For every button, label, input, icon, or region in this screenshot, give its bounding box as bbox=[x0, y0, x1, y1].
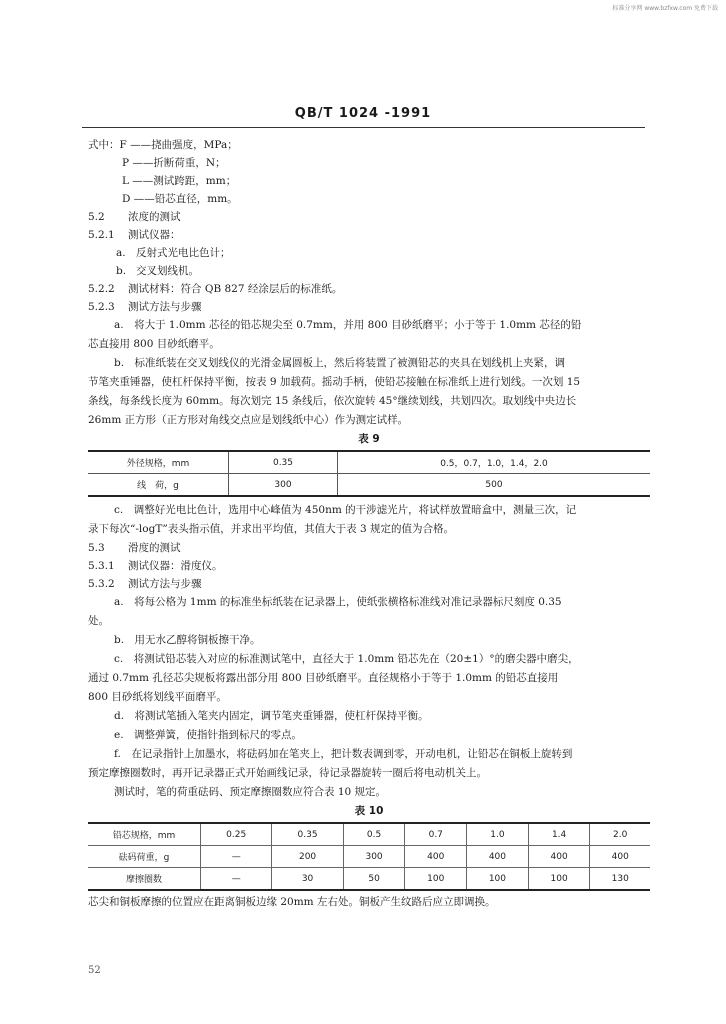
table-cell: 2.0 bbox=[590, 823, 650, 846]
item-label: a. bbox=[116, 247, 126, 259]
table-cell: 300 bbox=[343, 846, 405, 868]
table-cell: 外径规格，mm bbox=[88, 451, 229, 474]
definition-l: L ——测试跨距，mm； bbox=[122, 175, 237, 187]
section-number: 5.2.2 bbox=[88, 283, 115, 295]
paragraph-line: 录下每次“-logT”表头指示值，并求出平均值，其值大于表 3 规定的值为合格。 bbox=[88, 523, 455, 535]
definition-f: 式中：F ——挠曲强度，MPa； bbox=[88, 139, 238, 151]
table-row bbox=[88, 451, 650, 474]
section-title: 测试方法与步骤 bbox=[128, 578, 202, 590]
item-text: 交叉划线机。 bbox=[136, 265, 199, 277]
table-cell: 400 bbox=[467, 846, 529, 868]
paragraph-line: f. 在记录指针上加墨水，将砝码加在笔夹上，把计数表调到零，开动电机，让铅芯在铜板上旋转到 bbox=[114, 748, 573, 760]
table-cell: 0.5 bbox=[343, 823, 405, 846]
item-label: b. bbox=[116, 265, 127, 277]
page-number: 52 bbox=[88, 965, 101, 976]
section-number: 5.3 bbox=[88, 542, 105, 554]
section-5-2-2 bbox=[88, 280, 650, 298]
table-cell: 200 bbox=[272, 846, 343, 868]
paragraph-line: b. 用无水乙醇将铜板擦干净。 bbox=[114, 634, 261, 646]
paragraph-line: d. 将测试笔插入笔夹内固定，调节笔夹重锤器，使杠杆保持平衡。 bbox=[114, 710, 429, 722]
paragraph-line: e. 调整弹簧，使指针指到标尺的零点。 bbox=[114, 729, 303, 741]
watermark: 标准分享网 www.bzfxw.com 免费下载 bbox=[612, 5, 718, 12]
paragraph-line: 通过 0.7mm 孔径芯尖规板将露出部分用 800 目砂纸磨平。直径规格小于等于 1.0mm 的铅芯直接用 bbox=[88, 672, 559, 684]
table-row bbox=[88, 823, 650, 846]
closing-note: 芯尖和铜板摩擦的位置应在距离铜板边缘 20mm 左右处。铜板产生纹路后应立即调换。 bbox=[88, 896, 496, 908]
paragraph-line: c. 调整好光电比色计，选用中心峰值为 450nm 的干涉滤光片，将试样放置暗盒中，测量三次，记 bbox=[114, 504, 577, 516]
paragraph-line: a. 将大于 1.0mm 芯径的铅芯规尖至 0.7mm，并用 800 目砂纸磨平；小于等于 1.0mm 芯径的铅 bbox=[114, 319, 582, 331]
paragraph-line: 处。 bbox=[88, 615, 109, 627]
table-cell: 0.35 bbox=[272, 823, 343, 846]
section-number: 5.3.1 bbox=[88, 560, 115, 572]
table-cell: 0.5，0.7，1.0，1.4，2.0 bbox=[338, 451, 651, 474]
section-number: 5.2.3 bbox=[88, 301, 115, 313]
paragraph-line: 条线，每条线长度为 60mm。每次划完 15 条线后，依次旋转 45°继续划线，共划四次。取划线中央边长 bbox=[88, 395, 577, 407]
paragraph-line: b. 标准纸装在交叉划线仪的光滑金属圆板上，然后将装置了被测铅芯的夹具在划线机上夹紧，调 bbox=[114, 357, 566, 369]
paragraph-line: 26mm 正方形（正方形对角线交点应是划线纸中心）作为测定试样。 bbox=[88, 414, 409, 426]
table-cell: 30 bbox=[272, 868, 343, 891]
section-title: 滑度的测试 bbox=[128, 542, 181, 554]
definition-p: P ——折断荷重，N； bbox=[122, 157, 226, 169]
instrument-item-a bbox=[88, 244, 650, 262]
table-cell: 0.7 bbox=[405, 823, 467, 846]
paragraph-line: c. 将测试铅芯装入对应的标准测试笔中，直径大于 1.0mm 铅芯先在（20±1）°的磨尖器中磨尖， bbox=[114, 653, 579, 665]
section-number: 5.2.1 bbox=[88, 229, 115, 241]
paragraph-line: 节笔夹重锤器，使杠杆保持平衡，按表 9 加载荷。摇动手柄，使铅芯接触在标准纸上进行划线。一次划 15 bbox=[88, 376, 581, 388]
section-title: 测试仪器： bbox=[128, 229, 181, 241]
table-cell: 100 bbox=[405, 868, 467, 891]
paragraph-line: 测试时，笔的荷重砝码、预定摩擦圈数应符合表 10 规定。 bbox=[114, 786, 387, 798]
section-text: 测试材料：符合 QB 827 经涂层后的标准纸。 bbox=[128, 283, 343, 295]
table-cell: 摩擦圈数 bbox=[88, 868, 201, 891]
table-row bbox=[88, 846, 650, 868]
table-cell: 砝码荷重，g bbox=[88, 846, 201, 868]
table-10 bbox=[88, 822, 650, 891]
table-10-caption: 表 10 bbox=[354, 805, 384, 817]
paragraph-line: 预定摩擦圈数时，再开记录器正式开始画线记录，待记录器旋转一圈后将电动机关上。 bbox=[88, 767, 487, 779]
table-cell: 400 bbox=[405, 846, 467, 868]
table-cell: 1.4 bbox=[528, 823, 590, 846]
section-5-3-heading bbox=[88, 539, 650, 557]
section-number: 5.3.2 bbox=[88, 578, 115, 590]
table-cell: 400 bbox=[590, 846, 650, 868]
item-text: 反射式光电比色计； bbox=[136, 247, 231, 259]
table-cell: 400 bbox=[528, 846, 590, 868]
paragraph-line: 芯直接用 800 目砂纸磨平。 bbox=[88, 338, 220, 350]
paragraph-line: 800 目砂纸将划线平面磨平。 bbox=[88, 691, 227, 703]
definition-d: D ——铅芯直径，mm。 bbox=[122, 193, 238, 205]
table-cell: 线 荷，g bbox=[137, 481, 179, 491]
document-body bbox=[88, 136, 650, 912]
table-9 bbox=[88, 450, 650, 497]
section-text: 测试仪器：滑度仪。 bbox=[128, 560, 223, 572]
section-5-2-heading bbox=[88, 208, 650, 226]
section-number: 5.2 bbox=[88, 211, 105, 223]
table-cell: 500 bbox=[338, 474, 651, 497]
table-cell: 1.0 bbox=[467, 823, 529, 846]
table-9-caption: 表 9 bbox=[358, 433, 380, 445]
table-cell: 铅芯规格，mm bbox=[88, 823, 201, 846]
table-cell: 50 bbox=[343, 868, 405, 891]
paragraph-line: a. 将每公格为 1mm 的标准坐标纸装在记录器上，使纸张横格标准线对准记录器标尺刻度 0.35 bbox=[114, 596, 562, 608]
table-cell: 100 bbox=[528, 868, 590, 891]
section-5-3-1 bbox=[88, 557, 650, 575]
section-title: 测试方法与步骤 bbox=[128, 301, 202, 313]
table-cell: 300 bbox=[229, 474, 338, 497]
table-row bbox=[88, 868, 650, 891]
instrument-item-b bbox=[88, 262, 650, 280]
table-cell: — bbox=[201, 868, 272, 891]
table-cell: 0.35 bbox=[229, 451, 338, 474]
section-5-2-3 bbox=[88, 298, 650, 316]
table-cell: 0.25 bbox=[201, 823, 272, 846]
standard-code-header: QB/T 1024 -1991 bbox=[294, 106, 432, 121]
header-rule bbox=[82, 127, 645, 128]
table-cell: 100 bbox=[467, 868, 529, 891]
table-cell: — bbox=[201, 846, 272, 868]
section-5-2-1 bbox=[88, 226, 650, 244]
table-row bbox=[88, 474, 650, 497]
table-cell: 130 bbox=[590, 868, 650, 891]
section-5-3-2 bbox=[88, 575, 650, 593]
section-title: 浓度的测试 bbox=[128, 211, 181, 223]
